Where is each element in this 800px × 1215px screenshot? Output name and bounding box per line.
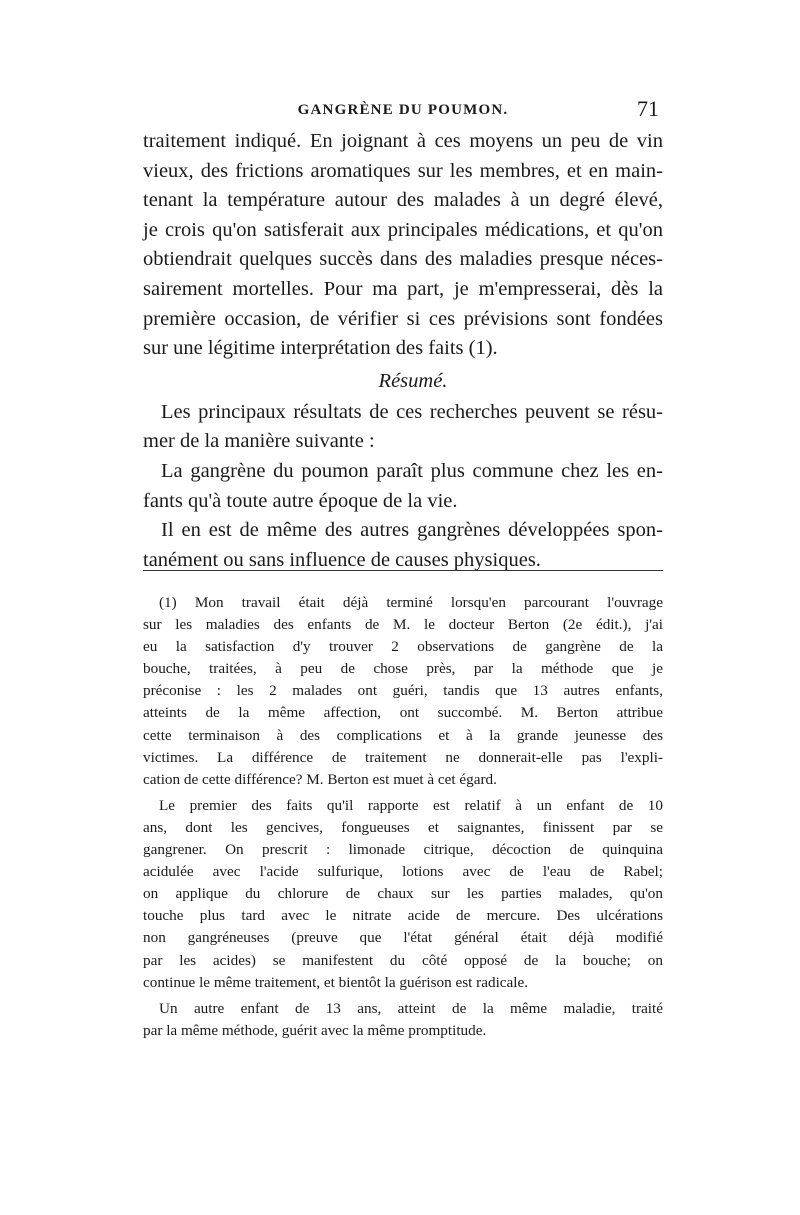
text-line: Les principaux résultats de ces recherches peuvent se résu- — [161, 400, 663, 423]
text-line: mer de la manière suivante : — [143, 430, 375, 453]
text-line: obtiendrait quelques succès dans des maladies presque néces- — [143, 248, 663, 271]
footnote-line: ans, dont les gencives, fongueuses et saignantes, finissent par se — [143, 818, 663, 836]
footnote-paragraph-3 — [143, 998, 663, 1042]
footnote-line: cette terminaison à des complications et à la grande jeunesse des — [143, 726, 663, 744]
footnote-line: cation de cette différence? M. Berton est muet à cet égard. — [143, 770, 497, 788]
footnote-line: touche plus tard avec le nitrate acide de mercure. Des ulcérations — [143, 907, 663, 925]
footnote-line: par la même méthode, guérit avec la même promptitude. — [143, 1021, 487, 1039]
footnote-paragraph-2 — [143, 795, 663, 994]
text-line: tanément ou sans influence de causes physiques. — [143, 548, 541, 571]
text-line: sur une légitime interprétation des faits (1). — [143, 337, 498, 360]
text-line: tenant la température autour des malades à un degré élevé, — [143, 189, 663, 212]
footnote-line: par les acides) se manifestent du côté opposé de la bouche; on — [143, 951, 663, 969]
text-line: fants qu'à toute autre époque de la vie. — [143, 489, 458, 512]
footnote-line: bouche, traitées, à peu de chose près, par la méthode que je — [143, 660, 663, 678]
footnote-line: Un autre enfant de 13 ans, atteint de la même maladie, traité — [159, 999, 663, 1017]
paragraph-3 — [143, 457, 663, 516]
footnote-line: sur les maladies des enfants de M. le docteur Berton (2e édit.), j'ai — [143, 616, 663, 634]
page-number: 71 — [637, 96, 659, 121]
footnote-line: Le premier des faits qu'il rapporte est relatif à un enfant de 10 — [159, 796, 663, 814]
text-line: première occasion, de vérifier si ces prévisions sont fondées — [143, 307, 663, 330]
text-line: traitement indiqué. En joignant à ces moyens un peu de vin — [143, 130, 663, 152]
page-header — [143, 98, 663, 126]
footnote-line: (1) Mon travail était déjà terminé lorsqu'en parcourant l'ouvrage — [159, 594, 663, 611]
text-line: Il en est de même des autres gangrènes développées spon- — [161, 519, 663, 542]
footnote-line: victimes. La différence de traitement ne donnerait-elle pas l'expli- — [143, 748, 663, 766]
footnote-separator — [143, 570, 663, 571]
main-text — [143, 127, 663, 575]
footnote-line: préconise : les 2 malades ont guéri, tandis que 13 autres enfants, — [143, 682, 663, 700]
footnote-line: on applique du chlorure de chaux sur les parties malades, qu'on — [143, 885, 663, 903]
paragraph-1 — [143, 127, 663, 364]
text-line: La gangrène du poumon paraît plus commune chez les en- — [161, 459, 663, 482]
text-line: je crois qu'on satisferait aux principales médications, et qu'on — [143, 218, 663, 241]
paragraph-4 — [143, 516, 663, 575]
section-heading: Résumé. — [378, 369, 448, 392]
footnote-line: acidulée avec l'acide sulfurique, lotions avec de l'eau de Rabel; — [143, 863, 663, 881]
footnote-line: gangrener. On prescrit : limonade citrique, décoction de quinquina — [143, 841, 663, 859]
footnote — [143, 592, 663, 1042]
footnote-line: continue le même traitement, et bientôt la guérison est radicale. — [143, 973, 529, 991]
footnote-line: eu la satisfaction d'y trouver 2 observations de gangrène de la — [143, 638, 663, 656]
text-line: sairement mortelles. Pour ma part, je m'empresserai, dès la — [143, 277, 663, 300]
running-title: GANGRÈNE DU POUMON. — [297, 102, 509, 118]
footnote-line: non gangréneuses (preuve que l'état général était déjà modifié — [143, 929, 663, 947]
text-line: vieux, des frictions aromatiques sur les membres, et en main- — [143, 159, 663, 182]
footnote-line: atteints de la même affection, ont succombé. M. Berton attribue — [143, 704, 663, 722]
paragraph-2 — [143, 398, 663, 457]
footnote-paragraph-1 — [143, 592, 663, 791]
